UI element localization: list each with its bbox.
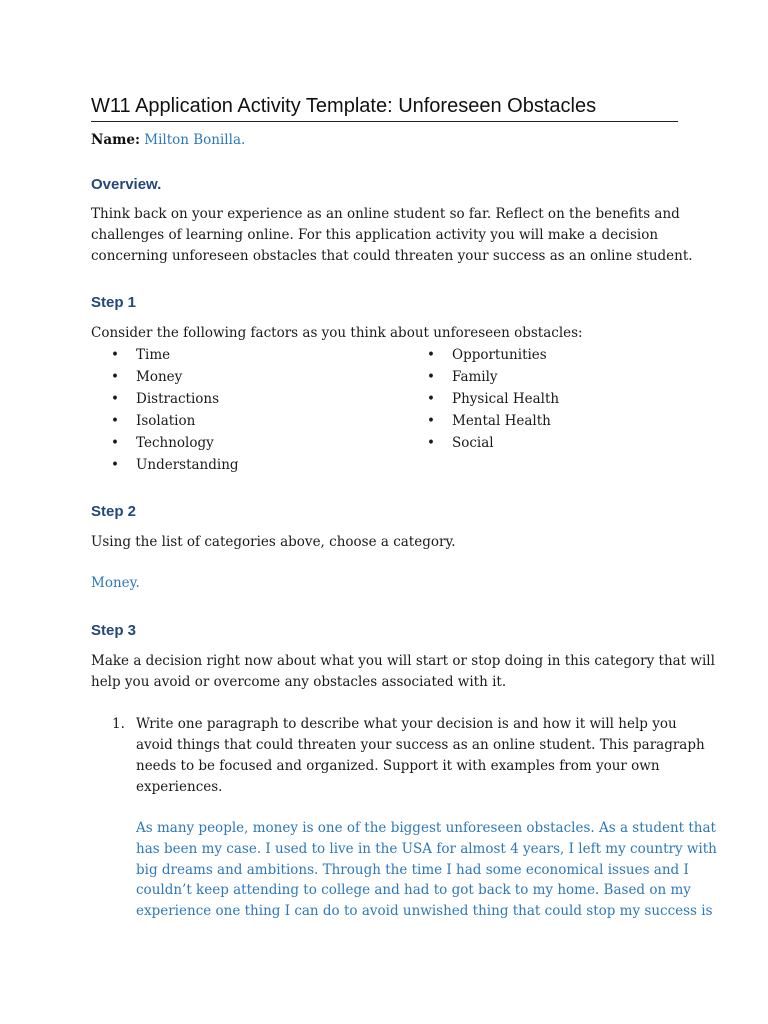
bullet-icon: • [111, 347, 119, 363]
factor-label: Understanding [136, 456, 239, 473]
list-item [111, 433, 239, 455]
overview-line: concerning unforeseen obstacles that could threaten your success as an online student. [91, 248, 693, 264]
list-item [427, 433, 559, 455]
factor-label: Family [452, 368, 498, 385]
overview-heading: Overview. [91, 176, 162, 193]
bullet-icon: • [111, 456, 119, 473]
factor-label: Time [136, 347, 171, 363]
bullet-icon: • [111, 390, 119, 407]
instruction-line: Write one paragraph to describe what your decision is and how it will help you [136, 716, 677, 732]
bullet-icon: • [111, 368, 119, 385]
step3-heading: Step 3 [91, 622, 137, 639]
step2-answer [91, 573, 691, 594]
step3-line: help you avoid or overcome any obstacles associated with it. [91, 674, 507, 690]
list-item [427, 389, 560, 411]
overview-line: Think back on your experience as an online student so far. Reflect on the benefits and [91, 206, 680, 222]
instruction-line: needs to be focused and organized. Support it with examples from your own [136, 758, 660, 774]
overview-paragraph [91, 204, 691, 267]
name-row [91, 131, 245, 149]
name-label: Name [91, 132, 135, 148]
factor-label: Isolation [136, 412, 196, 429]
step2-prompt [91, 532, 691, 553]
name-value: Milton Bonilla. [144, 132, 246, 148]
instruction-line: avoid things that could threaten your success as an online student. This paragraph [136, 737, 705, 753]
factor-label: Opportunities [452, 347, 547, 363]
bullet-icon: • [111, 412, 119, 429]
document-title: W11 Application Activity Template: Unforeseen Obstacles [91, 94, 678, 122]
answer-line: As many people, money is one of the biggest unforeseen obstacles. As a student that [136, 820, 716, 836]
factor-label: Money [136, 368, 183, 385]
bullet-icon: • [111, 434, 119, 451]
factors-list-right [427, 345, 560, 455]
answer-line: experience one thing I can do to avoid unwished thing that could stop my success is [136, 903, 713, 920]
step2-heading: Step 2 [91, 503, 137, 520]
list-item [111, 411, 239, 433]
student-answer-paragraph [136, 818, 717, 922]
list-item [111, 455, 239, 477]
factor-label: Social [452, 434, 494, 451]
step3-paragraph [91, 651, 715, 693]
answer-line: big dreams and ambitions. Through the time I had some economical issues and I [136, 861, 689, 878]
bullet-icon: • [427, 347, 435, 363]
instruction-line: experiences. [136, 779, 223, 795]
list-item [111, 389, 239, 411]
list-item [111, 345, 239, 367]
step1-intro [91, 323, 691, 344]
bullet-icon: • [427, 390, 435, 407]
overview-line: challenges of learning online. For this application activity you will make a decision [91, 227, 659, 243]
factor-label: Technology [136, 434, 214, 451]
factor-label: Distractions [136, 390, 220, 407]
bullet-icon: • [427, 412, 435, 429]
item-number: 1. [112, 716, 125, 732]
factors-list-left [111, 345, 239, 476]
list-item [111, 367, 239, 389]
answer-line: couldn’t keep attending to college and had to got back to my home. Based on my [136, 882, 691, 899]
bullet-icon: • [427, 368, 435, 385]
list-item [427, 411, 559, 433]
item-instructions [136, 714, 705, 798]
step1-intro-line: Consider the following factors as you think about unforeseen obstacles: [91, 325, 583, 341]
bullet-icon: • [427, 434, 435, 451]
step1-heading: Step 1 [91, 294, 137, 311]
step2-prompt-line: Using the list of categories above, choose a category. [91, 534, 456, 550]
answer-line: has been my case. I used to live in the USA for almost 4 years, I left my country with [136, 840, 717, 857]
factor-label: Physical Health [452, 390, 560, 407]
list-item [427, 367, 559, 389]
name-colon: : [134, 132, 140, 148]
step3-line: Make a decision right now about what you will start or stop doing in this category that will [91, 653, 715, 669]
factor-label: Mental Health [452, 412, 551, 429]
list-item [427, 345, 559, 367]
step2-answer-line: Money. [91, 575, 140, 591]
